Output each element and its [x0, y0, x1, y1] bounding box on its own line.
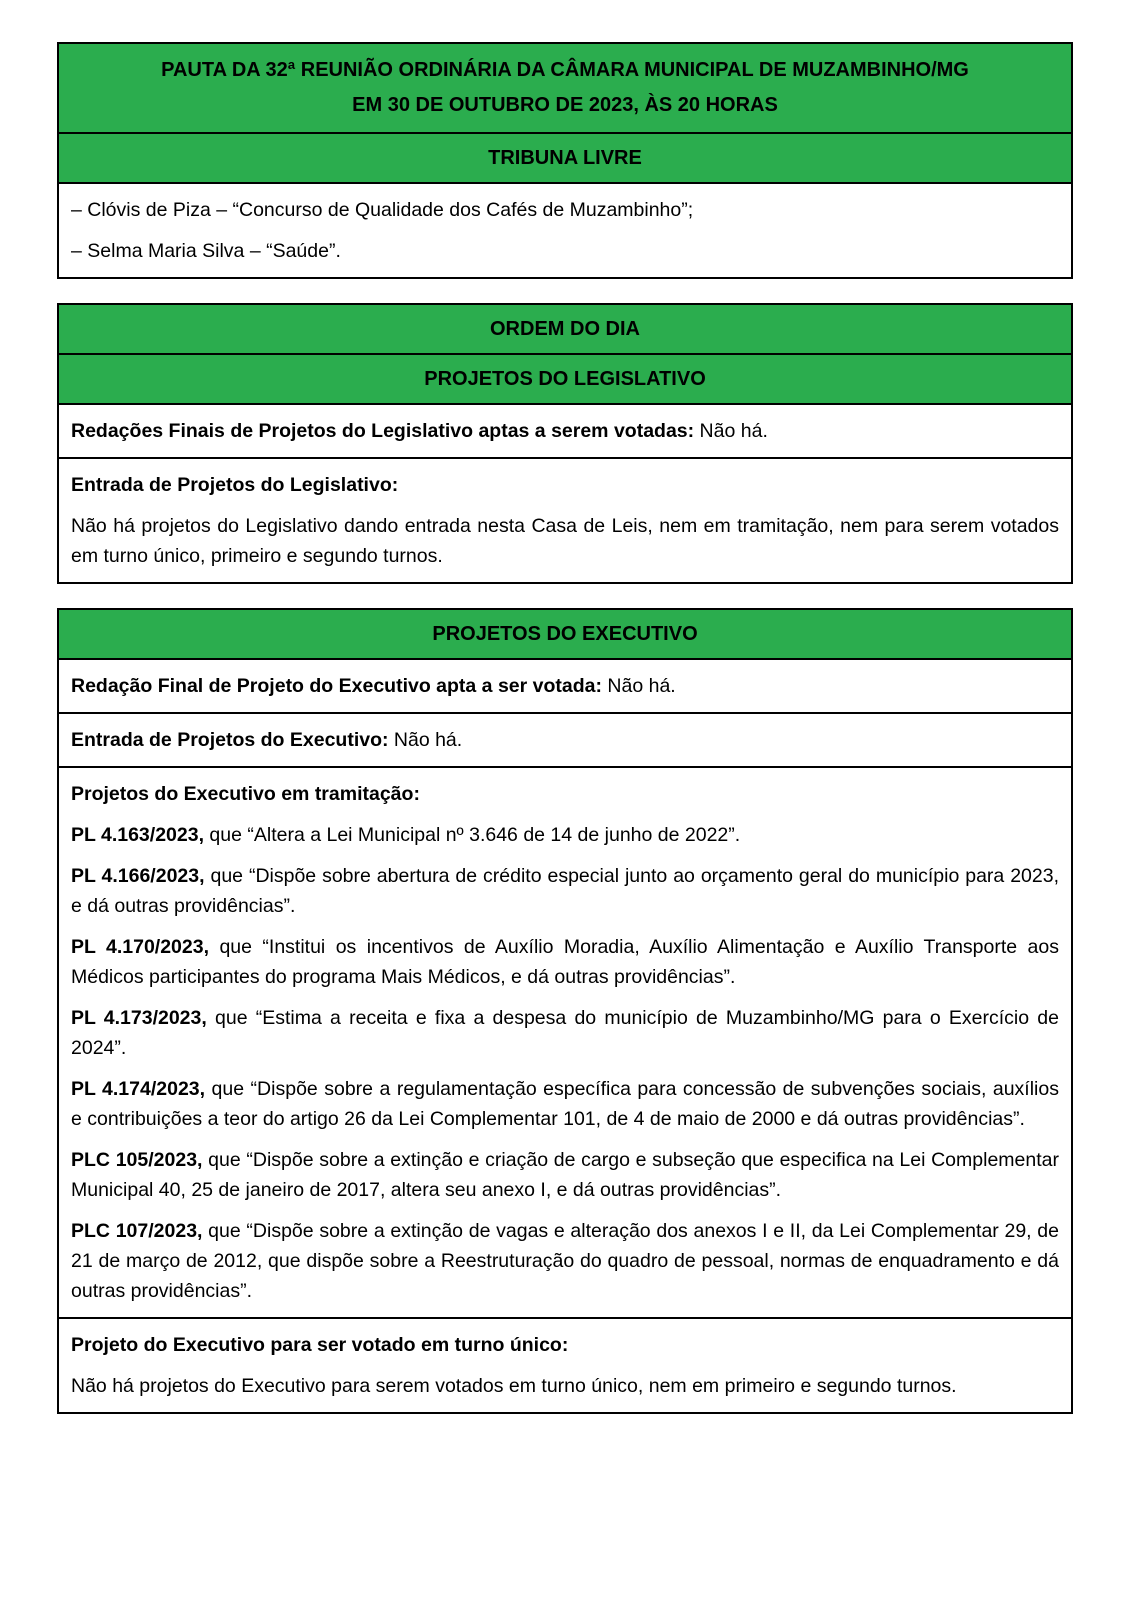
entrada-executivo-value: Não há. [388, 729, 463, 751]
ordem-do-dia-heading: ORDEM DO DIA [59, 305, 1071, 353]
redacoes-finais-legislativo [71, 416, 1059, 446]
tramitacao-label: Projetos do Executivo em tramitação: [71, 783, 420, 805]
project-item [71, 932, 1059, 992]
redacao-final-executivo-label: Redação Final de Projeto do Executivo apta a ser votada: [71, 675, 602, 697]
agenda-document [57, 42, 1073, 1438]
turno-unico-text: Não há projetos do Executivo para serem votados em turno único, nem em primeiro e segundo turnos. [71, 1375, 957, 1397]
redacoes-finais-legislativo-row [59, 403, 1071, 457]
project-item-id: PL 4.174/2023, [71, 1078, 206, 1100]
project-item-text: que “Dispõe sobre abertura de crédito especial junto ao orçamento geral do município para 2023, e dá outras providências”. [71, 865, 1060, 917]
tribuna-item: – Selma Maria Silva – “Saúde”. [71, 240, 341, 262]
project-item-id: PLC 107/2023, [71, 1220, 203, 1242]
project-item-text: que “Dispõe sobre a extinção e criação de cargo e subseção que especifica na Lei Complementar Municipal 40, 25 de janeiro de 2017, altera seu anexo I, e dá outras providências”. [71, 1149, 1059, 1201]
project-item-id: PL 4.173/2023, [71, 1007, 207, 1029]
entrada-executivo [71, 725, 1059, 755]
tramitacao-row [59, 766, 1071, 1317]
document-title [59, 44, 1071, 132]
redacao-final-executivo-value: Não há. [602, 675, 676, 697]
project-item [71, 861, 1059, 921]
redacoes-finais-legislativo-label: Redações Finais de Projetos do Legislativo aptas a serem votadas: [71, 420, 695, 442]
legislativo-table [57, 303, 1073, 584]
projetos-legislativo-heading: PROJETOS DO LEGISLATIVO [59, 353, 1071, 403]
project-item [71, 1145, 1059, 1205]
project-item-text: que “Institui os incentivos de Auxílio Moradia, Auxílio Alimentação e Auxílio Transporte aos Médicos participantes do programa Mais Médicos, e dá outras providências”. [71, 936, 1059, 988]
turno-unico-label: Projeto do Executivo para ser votado em turno único: [71, 1334, 569, 1356]
entrada-legislativo-row [59, 457, 1071, 582]
project-item-text: que “Altera a Lei Municipal nº 3.646 de 14 de junho de 2022”. [204, 824, 741, 846]
project-item-id: PLC 105/2023, [71, 1149, 203, 1171]
project-item-id: PL 4.170/2023, [71, 936, 210, 958]
redacao-final-executivo [71, 671, 1059, 701]
document-title-line2: EM 30 DE OUTUBRO DE 2023, ÀS 20 HORAS [352, 94, 778, 116]
project-item [71, 820, 1059, 850]
project-item-text: que “Dispõe sobre a extinção de vagas e alteração dos anexos I e II, da Lei Complementar 29, de 21 de março de 2012, que dispõe sobre a Reestruturação do quadro de pessoal, normas de enquadramento e dá outras providências”. [71, 1220, 1059, 1302]
project-item-id: PL 4.166/2023, [71, 865, 205, 887]
project-item [71, 1216, 1059, 1306]
project-item [71, 1003, 1059, 1063]
turno-unico-row [59, 1317, 1071, 1412]
document-title-line1: PAUTA DA 32ª REUNIÃO ORDINÁRIA DA CÂMARA MUNICIPAL DE MUZAMBINHO/MG [161, 59, 969, 81]
tribuna-livre-content [59, 182, 1071, 277]
project-item-text: que “Estima a receita e fixa a despesa do município de Muzambinho/MG para o Exercício de 2024”. [71, 1007, 1060, 1059]
tribuna-livre-heading: TRIBUNA LIVRE [59, 132, 1071, 182]
tribuna-item: – Clóvis de Piza – “Concurso de Qualidade dos Cafés de Muzambinho”; [71, 199, 694, 221]
redacoes-finais-legislativo-value: Não há. [694, 420, 768, 442]
executivo-table [57, 608, 1073, 1414]
entrada-executivo-label: Entrada de Projetos do Executivo: [71, 729, 389, 751]
entrada-executivo-row [59, 712, 1071, 766]
redacao-final-executivo-row [59, 658, 1071, 712]
project-item-id: PL 4.163/2023, [71, 824, 204, 846]
entrada-legislativo-label: Entrada de Projetos do Legislativo: [71, 474, 399, 496]
projetos-executivo-heading: PROJETOS DO EXECUTIVO [59, 610, 1071, 658]
project-item-text: que “Dispõe sobre a regulamentação específica para concessão de subvenções sociais, auxílios e contribuições a teor do artigo 26 da Lei Complementar 101, de 4 de maio de 2000 e dá outras providências”. [71, 1078, 1059, 1130]
entrada-legislativo-text: Não há projetos do Legislativo dando entrada nesta Casa de Leis, nem em tramitação, nem para serem votados em turno único, primeiro e segundo turnos. [71, 515, 1059, 567]
header-table [57, 42, 1073, 279]
project-item [71, 1074, 1059, 1134]
